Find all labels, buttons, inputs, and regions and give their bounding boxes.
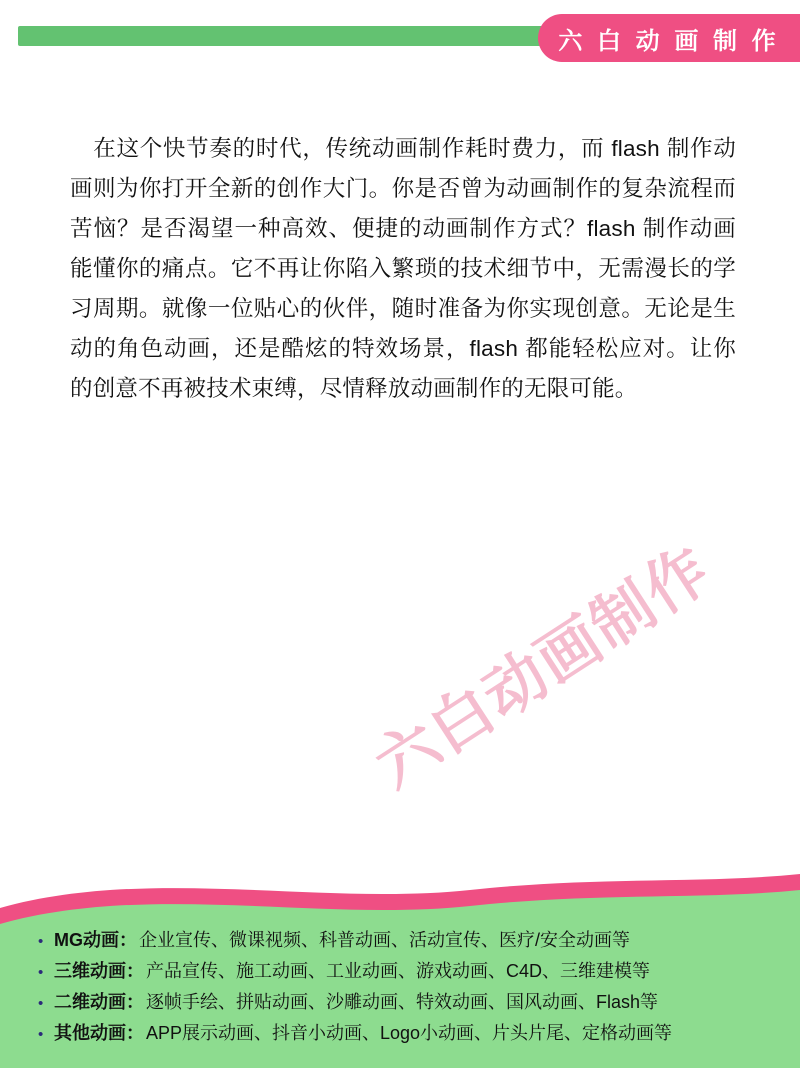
list-item-value: 企业宣传、微课视频、科普动画、活动宣传、医疗/安全动画等 xyxy=(139,930,630,950)
page-footer xyxy=(0,868,800,1068)
list-item-colon: ： xyxy=(126,1023,144,1043)
list-item xyxy=(0,988,800,1019)
article-paragraph: 在这个快节奏的时代，传统动画制作耗时费力，而 flash 制作动画则为你打开全新的创作大门。你是否曾为动画制作的复杂流程而苦恼？是否渴望一种高效、便捷的动画制作方式？flash 制作动画能懂你的痛点。它不再让你陷入繁琐的技术细节中，无需漫长的学习周期。就像一位贴心的伙伴，随时准备为你实现创意。无论是生动的角色动画，还是酷炫的特效场景，flash 都能轻松应对。让你的创意不再被技术束缚，尽情释放动画制作的无限可能。 xyxy=(70,135,736,401)
list-item-value: 逐帧手绘、拼贴动画、沙雕动画、特效动画、国风动画、Flash等 xyxy=(146,992,659,1012)
page-header xyxy=(0,0,800,80)
list-item-colon: ： xyxy=(126,992,144,1012)
list-item-colon: ： xyxy=(119,930,137,950)
watermark-text: 六白动画制作 xyxy=(363,534,724,802)
list-item-label: MG动画 xyxy=(54,930,119,950)
list-item xyxy=(0,926,800,957)
list-item-value: APP展示动画、抖音小动画、Logo小动画、片头片尾、定格动画等 xyxy=(146,1023,673,1043)
brand-tag-label: 六 白 动 画 制 作 xyxy=(558,27,780,55)
list-item-label: 其他动画 xyxy=(54,1023,126,1043)
list-item-value: 产品宣传、施工动画、工业动画、游戏动画、C4D、三维建模等 xyxy=(146,961,651,981)
bullet-icon: • xyxy=(38,964,44,981)
list-item-label: 二维动画 xyxy=(54,992,126,1012)
service-list xyxy=(0,926,800,1050)
list-item xyxy=(0,957,800,988)
list-item-colon: ： xyxy=(126,961,144,981)
bullet-icon: • xyxy=(38,933,44,950)
brand-tag xyxy=(538,14,800,62)
article-body xyxy=(70,106,736,431)
bullet-icon: • xyxy=(38,1026,44,1043)
list-item-label: 三维动画 xyxy=(54,961,126,981)
bullet-icon: • xyxy=(38,995,44,1012)
list-item xyxy=(0,1019,800,1050)
